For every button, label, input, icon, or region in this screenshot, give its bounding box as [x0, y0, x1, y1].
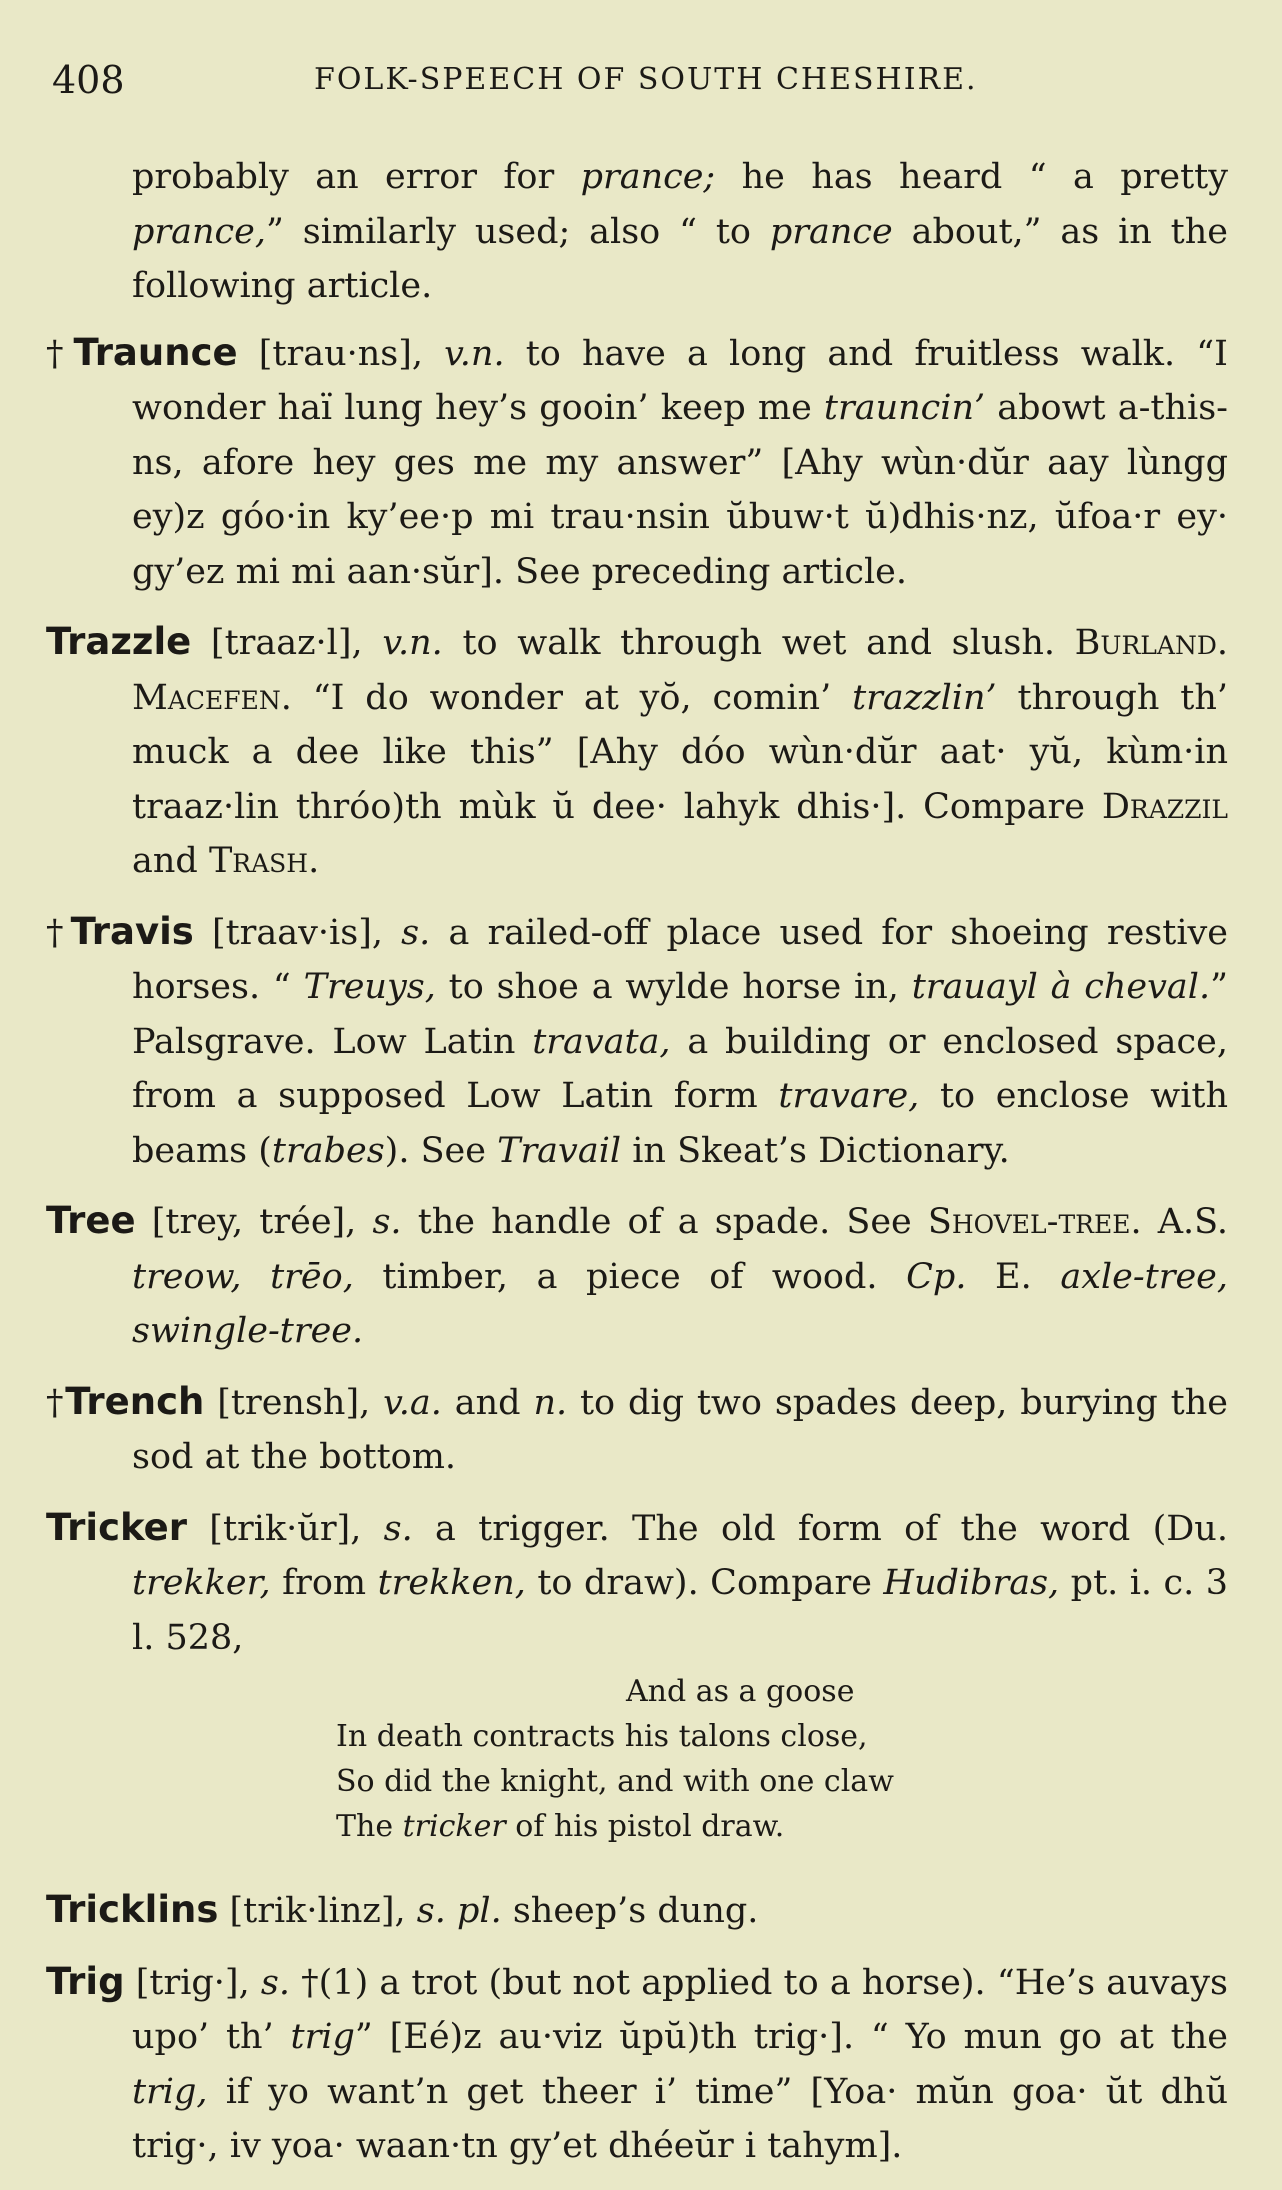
text-run: and	[132, 841, 209, 881]
headword: Trazzle	[46, 620, 192, 663]
text-run: ” Palsgrave. Low Latin	[132, 967, 1228, 1062]
text-run: from	[270, 1563, 378, 1603]
italic-run: Cp.	[906, 1256, 967, 1297]
cross-reference: Trash	[208, 841, 309, 881]
text-run: through th’ muck a dee like this” [Ahy dóo wùn·dŭr aat· yŭ, kùm·in traaz·lin thróo)th mùk ŭ dee· lahyk dhis·]. Compare	[132, 677, 1228, 827]
text-run: he has heard “ a pretty	[715, 157, 1228, 197]
entry-tricklins	[46, 1883, 1228, 1939]
text-run: sheep’s dung.	[501, 1891, 759, 1931]
italic-run: treow, trēo,	[132, 1256, 354, 1297]
cross-reference: Shovel-tree.	[927, 1202, 1142, 1242]
verse-line: In death contracts his talons close,	[336, 1719, 868, 1754]
headword: Tree	[46, 1199, 136, 1242]
entry-tree	[46, 1194, 1228, 1359]
entry-travis	[46, 905, 1228, 1179]
italic-run: travata,	[532, 1021, 671, 1062]
pronunciation: [trau·ns],	[237, 333, 445, 374]
verse-line: So did the knight, and with one claw	[336, 1764, 894, 1799]
text-run: †(1) a trot (but not applied to a horse). “He’s auvays upo’ th’	[132, 1962, 1228, 2057]
pronunciation: [trik·ŭr],	[187, 1508, 384, 1549]
text-run: a railed-off place used for shoeing restive horses. “	[132, 912, 1228, 1007]
italic-run: axle-tree, swingle-tree.	[132, 1256, 1229, 1351]
entry-trench	[46, 1375, 1228, 1485]
italic-run: prance;	[580, 157, 716, 197]
italic-run: Treuys,	[303, 967, 436, 1007]
text-run: .	[308, 841, 320, 881]
text-run: ” [Eé)z au·viz ŭpŭ)th trig·]. “ Yo mun go at the	[354, 2017, 1228, 2057]
pronunciation: [traav·is],	[193, 912, 402, 953]
running-header	[52, 58, 1232, 108]
part-of-speech: s.	[260, 1962, 290, 2003]
cross-reference: Drazzil	[1101, 786, 1228, 827]
headword: Tricklins	[46, 1888, 219, 1931]
text-run: pt. i. c. 3 l. 528,	[132, 1563, 1228, 1658]
place-names: Burland. Macefen.	[132, 623, 1228, 718]
part-of-speech: s.	[383, 1508, 413, 1549]
text-run: about,” as in the following article.	[132, 211, 1228, 306]
text-run: to draw). Compare	[525, 1563, 884, 1603]
text-run: timber, a piece of wood.	[353, 1256, 907, 1297]
entry-trazzle	[46, 615, 1228, 889]
italic-run: Hudibras,	[883, 1563, 1060, 1603]
italic-run: trekker,	[132, 1563, 271, 1603]
pronunciation: [trig·],	[124, 1962, 261, 2003]
part-of-speech: v.n.	[444, 333, 505, 374]
entry-tricker	[46, 1501, 1228, 1666]
part-of-speech: s.	[372, 1202, 402, 1242]
italic-run: trazzlin’	[852, 677, 997, 718]
headword: Trig	[46, 1959, 125, 2003]
text-run: to have a long and fruitless walk. “I wonder haï lung hey’s gooin’ keep me	[132, 333, 1228, 428]
text-run: a trigger. The old form of the word (Du.	[412, 1508, 1228, 1549]
italic-run: trig,	[132, 2071, 208, 2112]
headword: Trench	[65, 1379, 205, 1423]
pronunciation: [trey, trée],	[135, 1202, 373, 1242]
italic-run: trauayl à cheval.	[911, 967, 1211, 1007]
text-run: ). See	[384, 1130, 498, 1171]
text-run: a building or enclosed space, from a supposed Low Latin form	[132, 1021, 1228, 1116]
text-run: “I do wonder at yŏ, comin’	[291, 677, 853, 718]
italic-run: trig	[290, 2017, 355, 2057]
text-run: if yo want’n get theer i’ time” [Yoa· mŭn goa· ŭt dhŭ trig·, iv yoa· waan·tn gy’et dhéeŭr i tahym].	[132, 2071, 1228, 2166]
pronunciation: [traaz·l],	[191, 623, 383, 663]
headword: Tricker	[46, 1505, 187, 1549]
italic-run: Travail	[497, 1130, 622, 1171]
running-title: FOLK-SPEECH OF SOUTH CHESHIRE.	[314, 62, 978, 97]
italic-run: trauncin’	[823, 388, 986, 428]
dagger-mark: †	[46, 912, 71, 953]
entry-traunce	[46, 326, 1228, 600]
italic-run: tricker	[402, 1809, 506, 1844]
part-of-speech: v.a.	[383, 1382, 442, 1423]
text-run: E.	[966, 1256, 1061, 1297]
text-run: and	[441, 1382, 534, 1423]
text-run: to dig two spades deep, burying the sod at the bottom.	[132, 1382, 1229, 1477]
verse-line	[336, 1804, 1228, 1849]
text-run: of his pistol draw.	[505, 1809, 785, 1844]
part-of-speech: s. pl.	[416, 1891, 502, 1931]
text-run: in Skeat’s Dictionary.	[621, 1130, 1010, 1171]
part-of-speech: s.	[401, 912, 431, 953]
text-run: to enclose with beams (	[132, 1076, 1228, 1171]
entry-trig	[46, 1955, 1228, 2174]
dagger-mark: †	[46, 1382, 66, 1423]
italic-run: prance	[769, 211, 893, 252]
italic-run: trabes	[271, 1130, 385, 1171]
continued-paragraph	[46, 150, 1228, 314]
text-run: to walk through wet and slush.	[442, 623, 1075, 663]
italic-run: travare,	[778, 1076, 920, 1116]
headword: Travis	[70, 909, 194, 953]
italic-run: trekken,	[377, 1563, 526, 1603]
dagger-mark: †	[46, 333, 74, 374]
pronunciation: [trensh],	[204, 1382, 384, 1423]
page-body	[46, 150, 1228, 2190]
text-run: A.S.	[1141, 1202, 1228, 1242]
text-run: probably an error for	[132, 157, 581, 197]
text-run: abowt a-this-ns, afore hey ges me my answer” [Ahy wùn·dŭr aay lùngg ey)z góo·in ky’ee·p mi trau·nsin ŭbuw·t ŭ)dhis·nz, ŭfoa·r ey· gy’ez mi mi aan·sŭr]. See preceding article.	[132, 388, 1229, 592]
text-run: The	[336, 1809, 403, 1844]
verse-quotation	[46, 1669, 1228, 1849]
part-of-speech: n.	[533, 1382, 568, 1423]
text-run: to shoe a wylde horse in,	[435, 967, 912, 1007]
italic-run: prance,	[132, 211, 266, 252]
page-number: 408	[52, 58, 125, 102]
verse-line: And as a goose	[626, 1674, 855, 1709]
headword: Traunce	[73, 330, 238, 374]
text-run: ” similarly used; also “ to	[265, 211, 770, 252]
pronunciation: [trik·linz],	[218, 1891, 417, 1931]
text-run: the handle of a spade. See	[401, 1202, 928, 1242]
part-of-speech: v.n.	[382, 623, 443, 663]
